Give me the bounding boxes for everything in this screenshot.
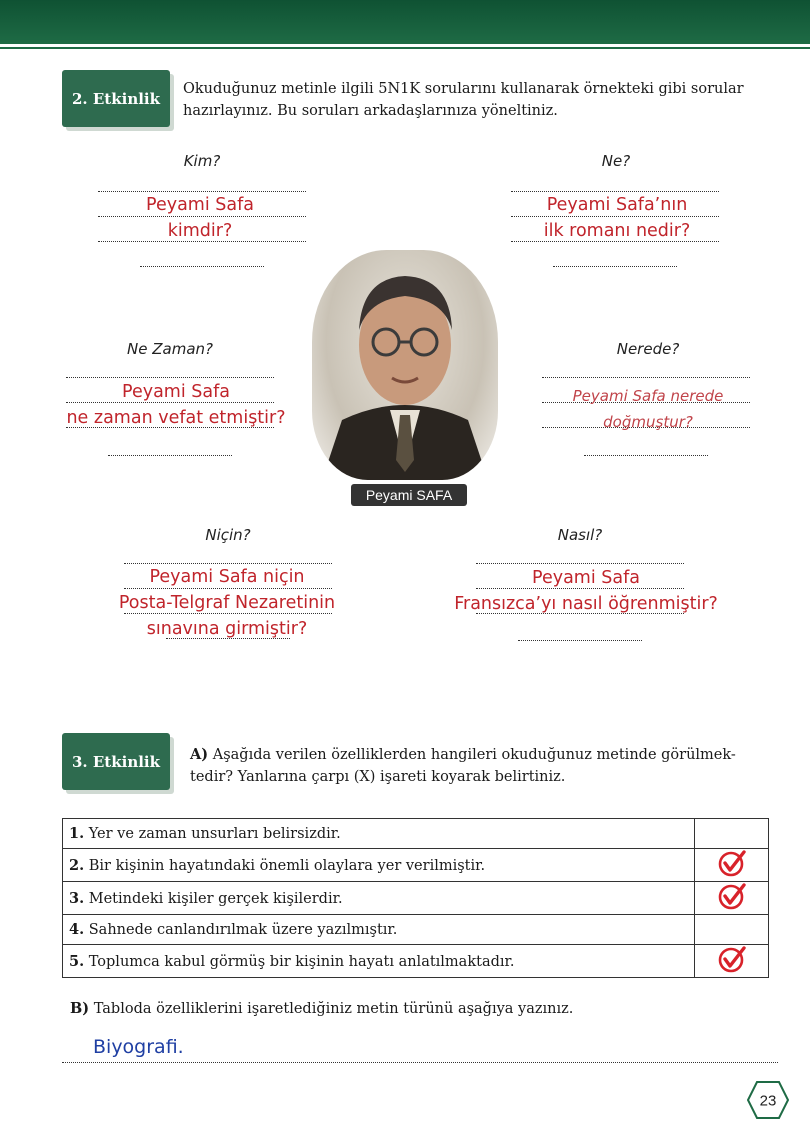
question-nerede: Nerede? [616,340,680,358]
answer-line-text: Fransızca’yı nasıl öğrenmiştir? [454,594,718,614]
row-text: Yer ve zaman unsurları belirsizdir. [88,826,341,842]
table-row [63,882,769,915]
row-number: 5. [69,952,85,970]
answer-line [518,640,642,641]
photo-caption: Peyami SAFA [351,484,467,506]
check-cell[interactable] [695,849,769,882]
answer-line [140,266,264,267]
instruction-line: Okuduğunuz metinle ilgili 5N1K sorularını kullanarak örnekteki gibi sorular [183,81,744,97]
answer-line-text: ilk romanı nedir? [543,221,691,241]
row-text: Metindeki kişiler gerçek kişilerdir. [88,890,343,907]
row-text: Toplumca kabul görmüş bir kişinin hayatı anlatılmaktadır. [88,953,515,970]
answer-ne [544,192,691,244]
answer-line [62,1062,778,1063]
property-cell [63,882,695,915]
check-mark-icon [717,865,747,881]
activity-3-badge: 3. Etkinlik [62,733,170,790]
check-mark-icon [717,961,747,977]
answer-nasil [454,565,718,617]
answer-line-text: Peyami Safa [532,568,640,588]
portrait-photo [312,250,498,480]
check-cell[interactable] [695,945,769,978]
activity-2-instruction [183,78,744,122]
header-divider [0,47,810,49]
properties-table [62,818,769,978]
check-cell[interactable] [695,882,769,915]
instruction-line: hazırlayınız. Bu soruları arkadaşlarınıza yöneltiniz. [183,103,558,119]
part-b-text: Tabloda özelliklerini işaretlediğiniz metin türünü aşağıya yazınız. [93,1001,574,1017]
row-number: 4. [69,921,85,938]
answer-line-text: Peyami Safa [122,382,230,402]
answer-nerede [573,383,724,435]
part-b-label: B) [70,1000,90,1017]
answer-line-text: Peyami Safa nerede [572,387,724,405]
table-row [63,915,769,945]
answer-line-text: Peyami Safa [146,195,254,215]
question-kim: Kim? [183,152,221,170]
top-header-band [0,0,810,44]
check-mark-icon [717,898,747,914]
part-b-answer: Biyografi. [93,1036,184,1058]
check-cell[interactable] [695,819,769,849]
answer-line [542,377,750,378]
answer-line-text: Peyami Safa’nın [546,195,688,215]
row-text: Bir kişinin hayatındaki önemli olaylara yer verilmiştir. [88,857,486,874]
answer-line [584,455,708,456]
answer-line-text: Peyami Safa niçin [149,567,305,587]
row-number: 3. [69,889,85,907]
answer-line [476,563,684,564]
table-row [63,819,769,849]
part-b-instruction [70,998,573,1020]
activity-2-badge: 2. Etkinlik [62,70,170,127]
answer-line [66,377,274,378]
answer-nicin [119,564,335,642]
property-cell [63,915,695,945]
answer-kim [146,192,254,244]
answer-line-text: kimdir? [167,221,233,241]
instruction-line: tedir? Yanlarına çarpı (X) işareti koyarak belirtiniz. [190,769,566,785]
answer-line-text: sınavına girmiştir? [146,619,308,639]
row-number: 1. [69,825,85,842]
table-row [63,849,769,882]
answer-line-text: Posta-Telgraf Nezaretinin [118,593,336,613]
portrait-illustration [312,250,498,480]
instruction-line [190,744,736,766]
property-cell [63,819,695,849]
instruction-text: Aşağıda verilen özelliklerden hangileri okuduğunuz metinde görülmek- [212,747,736,763]
property-cell [63,849,695,882]
answer-line [553,266,677,267]
question-ne: Ne? [601,152,631,170]
answer-line [108,455,232,456]
answer-ne-zaman [66,379,285,431]
row-number: 2. [69,856,85,874]
property-cell [63,945,695,978]
question-nicin: Niçin? [205,526,251,544]
question-ne-zaman: Ne Zaman? [127,340,213,358]
page-number: 23 [759,1092,777,1110]
table-row [63,945,769,978]
question-nasil: Nasıl? [557,526,603,544]
part-a-label: A) [190,746,209,763]
page-number-badge [747,1080,789,1120]
row-text: Sahnede canlandırılmak üzere yazılmıştır. [88,922,398,938]
activity-3-instruction [190,744,736,788]
answer-line-text: doğmuştur? [603,413,693,431]
answer-line-text: ne zaman vefat etmiştir? [66,408,286,428]
check-cell[interactable] [695,915,769,945]
